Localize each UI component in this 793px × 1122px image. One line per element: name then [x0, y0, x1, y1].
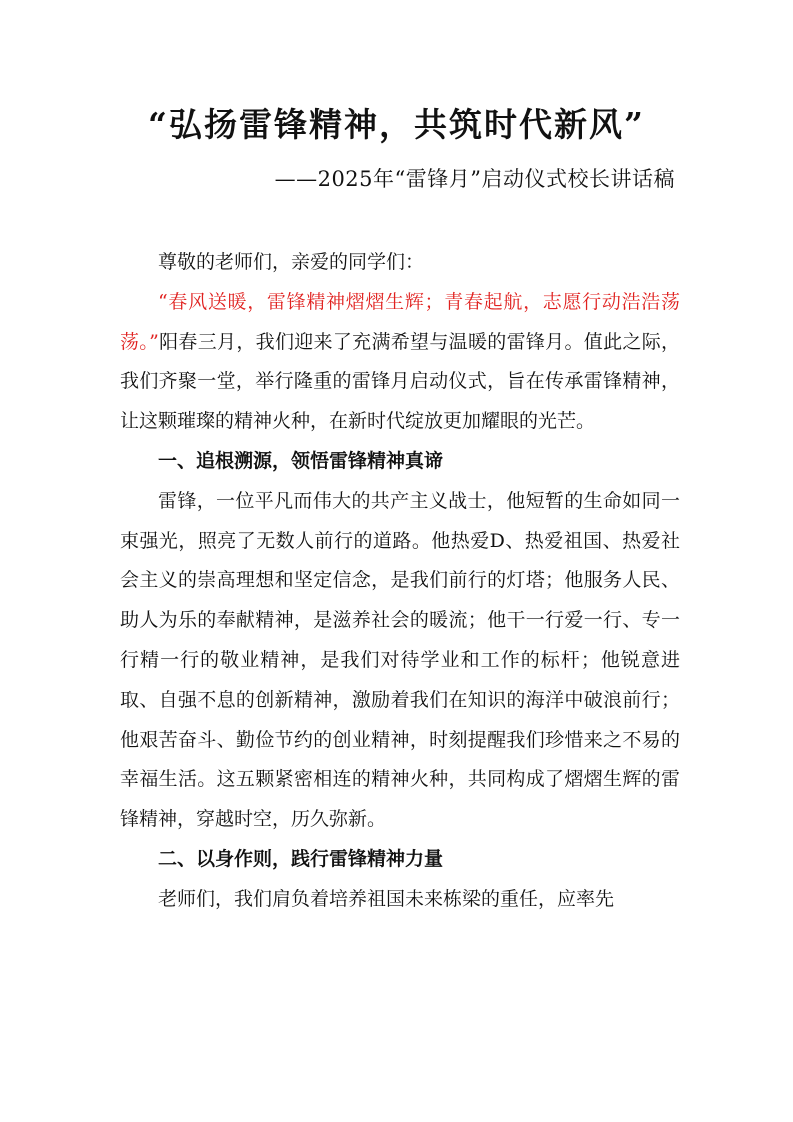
document-body: [120, 243, 680, 920]
section-2-paragraph: 老师们，我们肩负着培养祖国未来栋梁的重任，应率先: [158, 887, 615, 910]
intro-quote: “春风送暖，雷锋精神熠熠生辉；青春起航，志愿行动浩浩荡荡。”: [120, 290, 680, 353]
page-subtitle: ——2025年“雷锋月”启动仪式校长讲话稿: [274, 167, 675, 191]
greeting-paragraph: [120, 243, 680, 283]
intro-paragraph: [120, 283, 680, 442]
section-1-paragraph: 雷锋，一位平凡而伟大的共产主义战士，他短暂的生命如同一束强光，照亮了无数人前行的道路。他热爱D、热爱祖国、热爱社会主义的崇高理想和坚定信念，是我们前行的灯塔；他服务人民、助人为乐的奉献精神，是滋养社会的暖流；他干一行爱一行、专一行精一行的敬业精神，是我们对待学业和工作的标杆；他锐意进取、自强不息的创新精神，激励着我们在知识的海洋中破浪前行；他艰苦奋斗、勤俭节约的创业精神，时刻提醒我们珍惜来之不易的幸福生活。这五颗紧密相连的精神火种，共同构成了熠熠生辉的雷锋精神，穿越时空，历久弥新。: [120, 489, 680, 831]
section-1-heading: 一、追根溯源，领悟雷锋精神真谛: [158, 449, 444, 472]
greeting-text: 尊敬的老师们，亲爱的同学们：: [158, 251, 425, 273]
section-2-heading: 二、以身作则，践行雷锋精神力量: [158, 847, 444, 870]
intro-text: 阳春三月，我们迎来了充满希望与温暖的雷锋月。值此之际，我们齐聚一堂，举行隆重的雷锋月启动仪式，旨在传承雷锋精神，让这颗璀璨的精神火种，在新时代绽放更加耀眼的光芒。: [120, 330, 680, 433]
page-title: “弘扬雷锋精神，共筑时代新风”: [148, 105, 645, 144]
